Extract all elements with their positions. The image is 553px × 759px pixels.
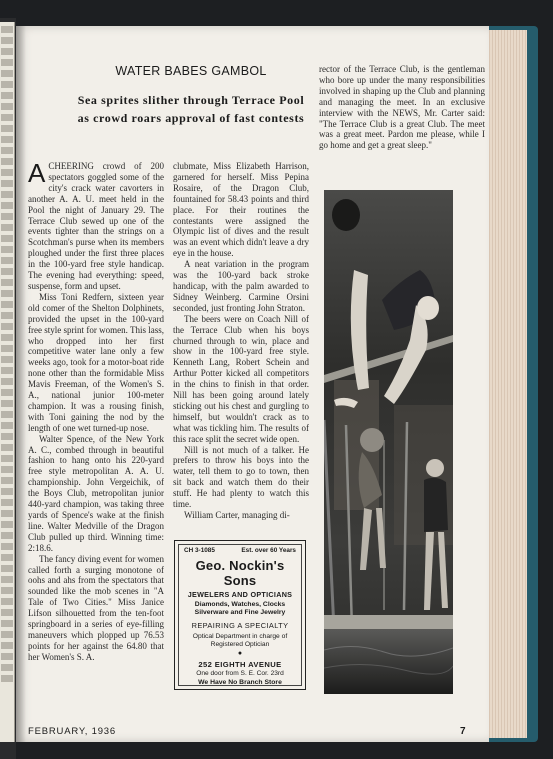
paragraph: The fancy diving event for women called forth a surging monotone of oohs and ahs from the spectators that sounded like the mob scenes in "A Tale of Two Cities." Miss Janice Lifson silhouetted from the ten-foot springboard in a series of eye-filling maneuvers which plopped up 76.53 points for her against the 64.80 that her Women's S. A. xyxy=(28,553,164,662)
drop-cap: A xyxy=(28,158,46,188)
ad-optical: Optical Department in charge of Registered Optician xyxy=(192,633,288,649)
page-number: 7 xyxy=(460,726,466,737)
column-right xyxy=(319,64,485,151)
paragraph: clubmate, Miss Elizabeth Harrison, garnered for herself. Miss Pepina Rosaire, of the Dragon Club, fountained for 58.43 points and third place. For their routines the contestants were assigned the Olympic list of dives and the result was an event which didn't leave a dry eye in the house. xyxy=(173,161,309,259)
ad-top-line xyxy=(179,545,301,554)
paragraph: ACHEERING crowd of 200 spectators goggled some of the city's crack water cavorters in another A. A. U. meet held in the Pool the night of January 29. The Terrace Club sewed up one of the events tighter than the strings on a Scotchman's purse when its members ploughed under the first three places in the 100-yard free style handicap. The evening had everything: speed, suspense, form and upset. xyxy=(28,158,164,291)
ad-established: Est. over 60 Years xyxy=(241,547,296,554)
diver-photo xyxy=(324,190,453,694)
paragraph: rector of the Terrace Club, is the gentleman who bore up under the many responsibilities involved in shaping up the Club and planning and managing the meet. In an exclusive interview with the NEWS, Mr. Carter said: "The Terrace Club is a great Club. The meet was a great meet. Pardon me please, while I go home and get a great sleep." xyxy=(319,64,485,151)
jeweler-advertisement xyxy=(174,540,306,690)
ad-bullet: ● xyxy=(237,650,243,658)
ad-goods-2: Silverware and Fine Jewelry xyxy=(194,609,286,616)
magazine-page xyxy=(16,26,489,742)
paragraph: A neat variation in the program was the 100-yard back stroke handicap, with the palm awarded to Sidney Weinberg. Carmine Orsini seconded, just fronting John Straton. xyxy=(173,259,309,313)
ad-trade: JEWELERS AND OPTICIANS xyxy=(187,590,293,599)
previous-page-edge xyxy=(0,22,15,742)
gutter-shadow xyxy=(16,26,26,742)
column-left xyxy=(28,158,164,663)
page-stack-edge xyxy=(487,30,527,738)
ad-company-name: Geo. Nockin's Sons xyxy=(195,558,285,588)
ad-repairing: REPAIRING A SPECIALTY xyxy=(191,621,289,630)
paragraph: William Carter, managing di- xyxy=(184,510,290,520)
column-middle xyxy=(173,161,309,521)
article-subhead: Sea sprites slither through Terrace Pool as crowd roars approval of fast contests xyxy=(77,93,305,125)
ad-phone: CH 3-1085 xyxy=(184,547,215,554)
ad-goods-1: Diamonds, Watches, Clocks xyxy=(194,600,286,608)
ad-address: 252 EIGHTH AVENUE xyxy=(198,660,282,670)
article-headline: WATER BABES GAMBOL xyxy=(115,64,267,78)
diver-photo-image xyxy=(324,190,453,694)
paragraph: The beers were on Coach Nill of the Terrace Club when his boys churned through to win, place and show in the 100-yard free style. Kenneth Lang, Robert Schein and Arthur Potter kicked all competitors in the chins to finish in that order. Nill has been going around lately sticking out his chest and gurgling to himself, but wouldn't crack as to what was tickling him. The results of this race split the secret wide open. xyxy=(173,313,309,444)
footer-date: FEBRUARY, 1936 xyxy=(28,726,116,737)
paragraph: Walter Spence, of the New York A. C., combed through in beautiful fashion to hang onto his 220-yard free style metropolitan A. A. U. championship. John Vergeichik, of the Boys Club, metropolitan junior 440-yard champion, was taking three yards of Spence's wake at the finish line. Walter Medville of the Dragon Club pulled up third. Winning time: 2:18.6. xyxy=(28,433,164,553)
ad-branch-note: We Have No Branch Store xyxy=(198,679,282,687)
paragraph: Nill is not much of a talker. He prefers to throw his boys into the water, tell them to go to town, then sit back and watch them do their stuff. He had plenty to watch this time. xyxy=(173,444,309,510)
ad-inner-border xyxy=(178,544,302,686)
ad-door-note: One door from S. E. Cor. 23rd xyxy=(196,670,284,678)
paragraph: Miss Toni Redfern, sixteen year old comer of the Shelton Dolphinets, provided the upset in the 100-yard free style sprint for women. This lass, who dropped into her first competitive water lane only a few weeks ago, took for a motor-boat ride none other than the formidable Miss Mavis Freeman, of the Women's S. A., national junior 100-meter champion. It was a rousing finish, with Toni gaining the nod by the length of one wet turned-up nose. xyxy=(28,291,164,433)
